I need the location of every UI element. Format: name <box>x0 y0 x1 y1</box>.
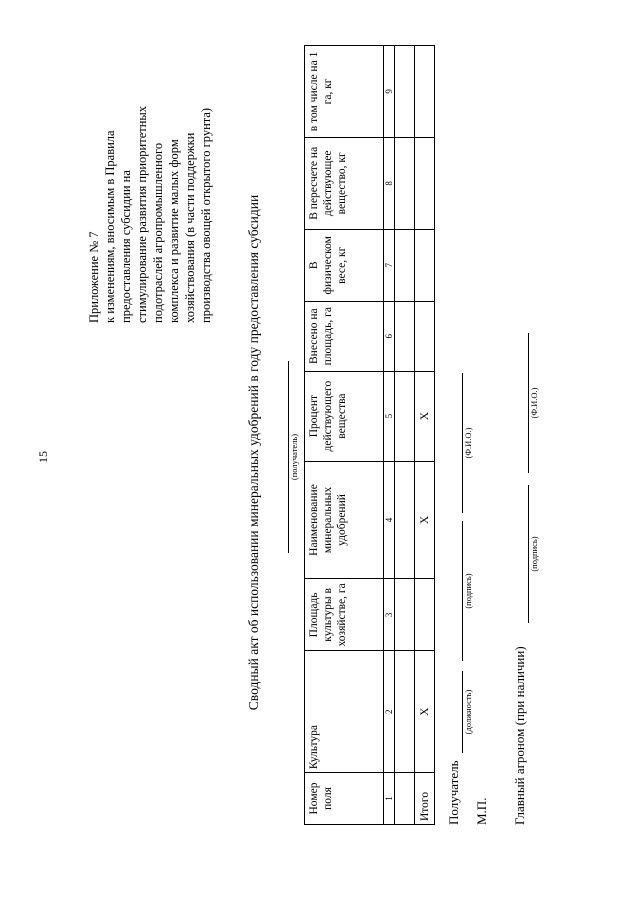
appendix-line: хозяйствования (в части поддержки <box>183 132 197 323</box>
total-cell: X <box>415 371 435 461</box>
agro-name-caption: (Ф.И.О.) <box>529 387 539 419</box>
table-header-cell: В физическом весе, кг <box>305 229 384 301</box>
table-row <box>395 46 415 825</box>
table-header-cell: Процент действующего вещества <box>305 371 384 461</box>
table-cell <box>395 46 415 138</box>
column-number: 6 <box>384 301 395 371</box>
appendix-line: стимулирование развития приоритетных <box>135 105 149 323</box>
table-total-row <box>415 46 435 825</box>
column-number: 1 <box>384 773 395 825</box>
table-number-row <box>384 46 395 825</box>
recipient-caption: (получатель) <box>289 433 299 481</box>
column-number: 5 <box>384 371 395 461</box>
table-cell <box>395 461 415 579</box>
appendix-line: к изменениям, вносимым в Правила <box>103 130 117 323</box>
appendix-line: предоставления субсидии на <box>119 170 133 323</box>
document-title: Сводный акт об использовании минеральных удобрений в году предоставления субсидии <box>246 194 261 711</box>
appendix-line: подотраслей агропромышленного <box>151 142 165 323</box>
total-label: Итого <box>415 773 435 825</box>
agro-signature-caption: (подпись) <box>529 536 539 572</box>
fertilizer-table <box>304 45 435 825</box>
appendix-line: производства овощей открытого грунта) <box>199 107 213 323</box>
table-header-cell: В пересчете на действующее вещество, кг <box>305 137 384 229</box>
appendix-line: комплекса и развитие малых форм <box>167 139 181 323</box>
table-cell <box>395 137 415 229</box>
table-header-cell: Площадь культуры в хозяйстве, га <box>305 579 384 651</box>
total-cell <box>415 229 435 301</box>
table-cell <box>395 301 415 371</box>
stamp-label: М.П. <box>474 797 489 825</box>
table-cell <box>395 579 415 651</box>
column-number: 9 <box>384 46 395 138</box>
total-cell: X <box>415 461 435 579</box>
total-cell: X <box>415 651 435 773</box>
table-cell <box>395 773 415 825</box>
appendix-block <box>86 13 214 323</box>
signature-caption: (подпись) <box>463 573 473 609</box>
recipient-label: Получатель <box>446 760 461 825</box>
column-number: 7 <box>384 229 395 301</box>
page-number: 15 <box>36 451 50 463</box>
total-cell <box>415 137 435 229</box>
appendix-line: Приложение № 7 <box>87 231 101 323</box>
table-header-cell: в том числе на 1 га, кг <box>305 46 384 138</box>
table-cell <box>395 651 415 773</box>
table-header-row <box>305 46 384 825</box>
column-number: 3 <box>384 579 395 651</box>
total-cell <box>415 301 435 371</box>
total-cell <box>415 579 435 651</box>
column-number: 2 <box>384 651 395 773</box>
table-header-cell: Номер поля <box>305 773 384 825</box>
table-cell <box>395 229 415 301</box>
column-number: 4 <box>384 461 395 579</box>
name-caption: (Ф.И.О.) <box>463 427 473 459</box>
table-header-cell: Культура <box>305 651 384 773</box>
table-header-cell: Внесено на площадь, га <box>305 301 384 371</box>
table-cell <box>395 371 415 461</box>
total-cell <box>415 46 435 138</box>
position-caption: (должность) <box>463 689 473 735</box>
agronomist-label: Главный агроном (при наличии) <box>512 646 527 825</box>
table-header-cell: Наименование минеральных удобрений <box>305 461 384 579</box>
column-number: 8 <box>384 137 395 229</box>
